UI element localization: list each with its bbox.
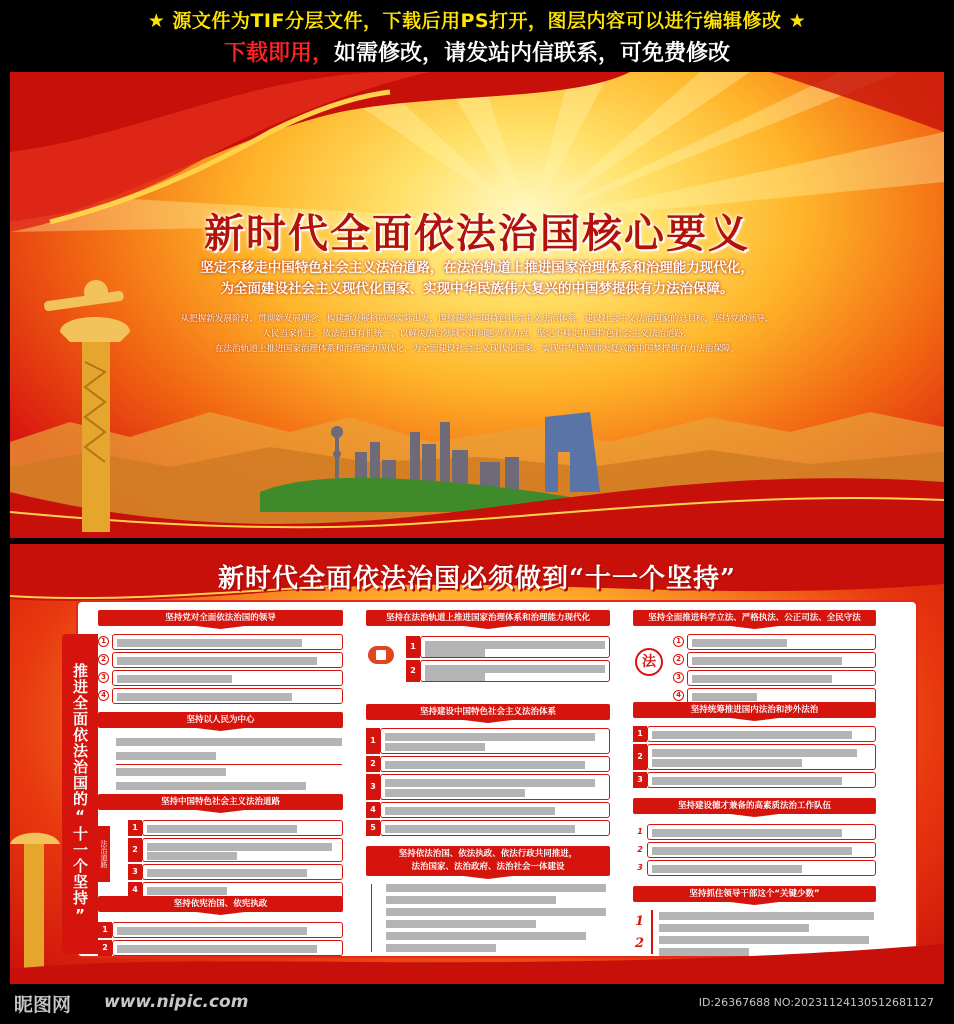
side-tab-title: 推进全面依法治国的“十一个坚持” xyxy=(62,634,98,954)
num-badge: 1 xyxy=(673,636,684,647)
heading-domestic-foreign: 坚持统筹推进国内法治和涉外法治 xyxy=(633,702,876,718)
list-item xyxy=(128,864,343,880)
list-item xyxy=(98,652,343,668)
heading-key-minority: 坚持抓住领导干部这个“关键少数” xyxy=(633,886,876,902)
list-item xyxy=(633,824,876,840)
subtitle-line-1: 坚定不移走中国特色社会主义法治道路，在法治轨道上推进国家治理体系和治理能力现代化， xyxy=(200,260,754,276)
num-badge: 2 xyxy=(98,940,112,956)
brand-url: www.nipic.com xyxy=(104,992,249,1012)
list-item xyxy=(406,660,610,682)
list-item xyxy=(366,774,610,800)
heading-law-workforce: 坚持建设德才兼备的高素质法治工作队伍 xyxy=(633,798,876,814)
num-badge: 3 xyxy=(98,672,109,683)
num-badge: 4 xyxy=(128,882,142,898)
list-item xyxy=(366,802,610,818)
num-badge: 1 xyxy=(633,824,647,840)
footer-watermark xyxy=(0,986,954,1024)
num-badge: 1 xyxy=(406,636,420,658)
column-3 xyxy=(633,610,876,954)
list-item xyxy=(98,922,343,938)
num-badge: 1 xyxy=(98,636,109,647)
section-title: 新时代全面依法治国必须做到“十一个坚持” xyxy=(218,564,736,594)
page-title: 新时代全面依法治国核心要义 xyxy=(204,210,750,257)
huabiao-pillar-icon xyxy=(40,262,150,532)
heading-legislation-enforcement: 坚持全面推进科学立法、严格执法、公正司法、全民守法 xyxy=(633,610,876,626)
intro-paragraph xyxy=(140,312,814,357)
num-badge: 3 xyxy=(128,864,142,880)
heading-party-leadership: 坚持党对全面依法治国的领导 xyxy=(98,610,343,626)
document-icon xyxy=(368,646,394,664)
list-item xyxy=(128,820,343,836)
num-badge: 5 xyxy=(366,820,380,836)
subtitle xyxy=(10,258,944,300)
num-badge: 4 xyxy=(366,802,380,818)
intro-line-2: 人民当家作主、依法治国有机统一，以解决法治领域突出问题为着力点，坚定不移走中国特色社会主义法治道路， xyxy=(262,329,692,339)
num-badge: 2 xyxy=(633,842,647,858)
list-item xyxy=(673,634,876,650)
brand-logo: 昵图网 xyxy=(14,994,72,1016)
num-badge: 2 xyxy=(633,744,647,770)
num-badge: 3 xyxy=(673,672,684,683)
column-2 xyxy=(366,610,610,952)
heading-people-centered: 坚持以人民为中心 xyxy=(98,712,343,728)
intro-line-3: 在法治轨道上推进国家治理体系和治理能力现代化，为全面建设社会主义现代化国家、实现中华民族伟大复兴的中国梦提供有力法治保障。 xyxy=(214,344,740,354)
governance-body xyxy=(366,626,610,686)
num-badge: 2 xyxy=(635,936,645,951)
banner-download-notice xyxy=(0,36,954,67)
heading-law-system: 坚持建设中国特色社会主义法治体系 xyxy=(366,704,610,720)
top-banner xyxy=(0,0,954,70)
heading-governance-modernization: 坚持在法治轨道上推进国家治理体系和治理能力现代化 xyxy=(366,610,610,626)
great-wall-cityscape xyxy=(10,372,944,538)
num-badge: 1 xyxy=(98,922,112,938)
num-badge: 2 xyxy=(98,654,109,665)
list-item xyxy=(406,636,610,658)
red-ribbon-bottom xyxy=(10,939,944,984)
list-item xyxy=(366,728,610,754)
rule-of-law-road-body xyxy=(98,810,343,894)
list-item xyxy=(366,820,610,836)
num-badge: 1 xyxy=(633,726,647,742)
list-item xyxy=(128,838,343,862)
list-item xyxy=(633,772,876,788)
board-core-essentials xyxy=(10,72,944,538)
people-centered-body xyxy=(98,728,343,790)
list-item xyxy=(366,756,610,772)
heading-rule-of-law-road: 坚持中国特色社会主义法治道路 xyxy=(98,794,343,810)
banner-download-ready: 下载即用， xyxy=(223,41,334,66)
list-item xyxy=(98,670,343,686)
list-item xyxy=(633,860,876,876)
list-item xyxy=(633,744,876,770)
list-item xyxy=(673,652,876,668)
board-eleven-adherences xyxy=(10,544,944,984)
num-badge: 2 xyxy=(366,756,380,772)
num-badge: 1 xyxy=(128,820,142,836)
num-badge: 3 xyxy=(633,772,647,788)
law-character-icon: 法 xyxy=(635,648,663,676)
num-badge: 2 xyxy=(406,660,420,682)
heading-joint-advance-line-1: 坚持依法治国、依法执政、依法行政共同推进， xyxy=(398,849,578,859)
num-badge: 4 xyxy=(673,690,684,701)
num-badge: 3 xyxy=(633,860,647,876)
list-item xyxy=(673,670,876,686)
num-badge: 1 xyxy=(366,728,380,754)
banner-notice: ★ 源文件为TIF分层文件，下载后用PS打开，图层内容可以进行编辑修改 ★ xyxy=(147,10,807,32)
banner-modify-contact: 如需修改，请发站内信联系，可免费修改 xyxy=(334,41,731,66)
num-badge: 1 xyxy=(635,914,645,929)
list-item xyxy=(633,726,876,742)
list-item xyxy=(98,634,343,650)
heading-joint-advance-line-2: 法治国家、法治政府、法治社会一体建设 xyxy=(411,862,565,872)
column-1 xyxy=(98,610,343,956)
num-badge: 2 xyxy=(128,838,142,862)
num-badge: 3 xyxy=(366,774,380,800)
legislation-body xyxy=(633,626,876,702)
num-badge: 4 xyxy=(98,690,109,701)
list-item xyxy=(98,688,343,704)
image-id: ID:26367688 NO:20231124130512681127 xyxy=(698,996,934,1009)
num-badge: 2 xyxy=(673,654,684,665)
subtitle-line-2: 为全面建设社会主义现代化国家、实现中华民族伟大复兴的中国梦提供有力法治保障。 xyxy=(220,281,734,297)
heading-constitution: 坚持依宪治国、依宪执政 xyxy=(98,896,343,912)
law-road-tag: 法治道路 xyxy=(98,826,110,882)
list-item xyxy=(633,842,876,858)
intro-line-1: 从把握新发展阶段、贯彻新发展理念、构建新发展格局的实际出发，围绕建设中国特色社会主义法治体系、建设社会主义法治国家的总目标，坚持党的领导、 xyxy=(180,314,774,324)
heading-joint-advance xyxy=(366,846,610,876)
